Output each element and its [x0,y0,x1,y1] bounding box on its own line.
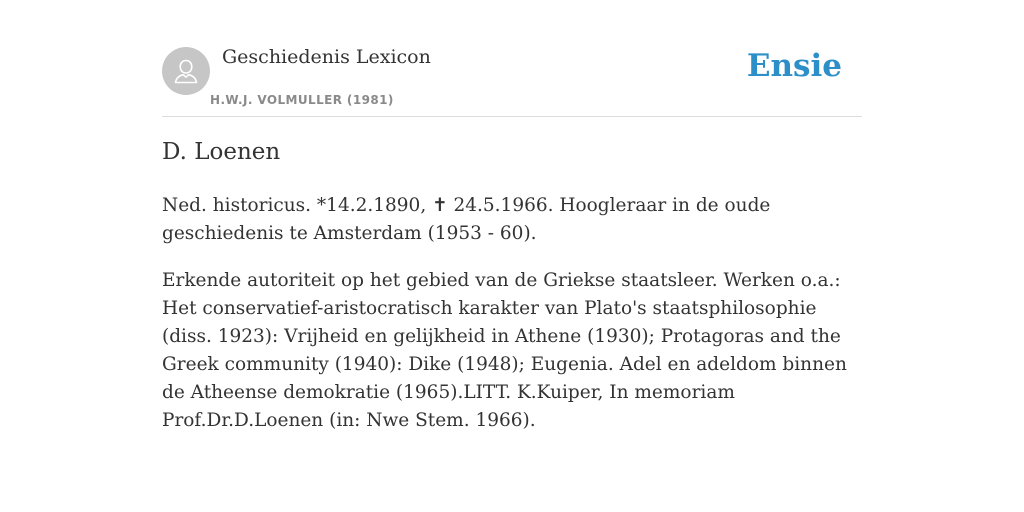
entry-content [162,192,862,454]
avatar-glyph [171,56,201,86]
ensie-logo[interactable]: Ensie [746,48,842,84]
entry-paragraph: Ned. historicus. *14.2.1890, ✝ 24.5.1966. Hoogleraar in de oude geschiedenis te Amsterdam (1953 - 60). [162,195,771,244]
entry-title: D. Loenen [162,139,281,165]
lexicon-title[interactable]: Geschiedenis Lexicon [222,46,431,68]
entry-paragraph: Erkende autoriteit op het gebied van de Griekse staatsleer. Werken o.a.: Het conservatief-aristocratisch karakter van Plato's staatsphilosophie (diss. 1923): Vrijheid en gelijkheid in Athene (1930); Protagoras and the Greek community (1940): Dike (1948); Eugenia. Adel en adeldom binnen de Atheense demokratie (1965).LITT. K.Kuiper, In memoriam Prof.Dr.D.Loenen (in: Nwe Stem. 1966). [162,270,847,431]
author-byline[interactable]: H.W.J. VOLMULLER (1981) [210,93,394,107]
user-silhouette-icon[interactable] [162,47,210,95]
lexicon-header [162,44,862,117]
